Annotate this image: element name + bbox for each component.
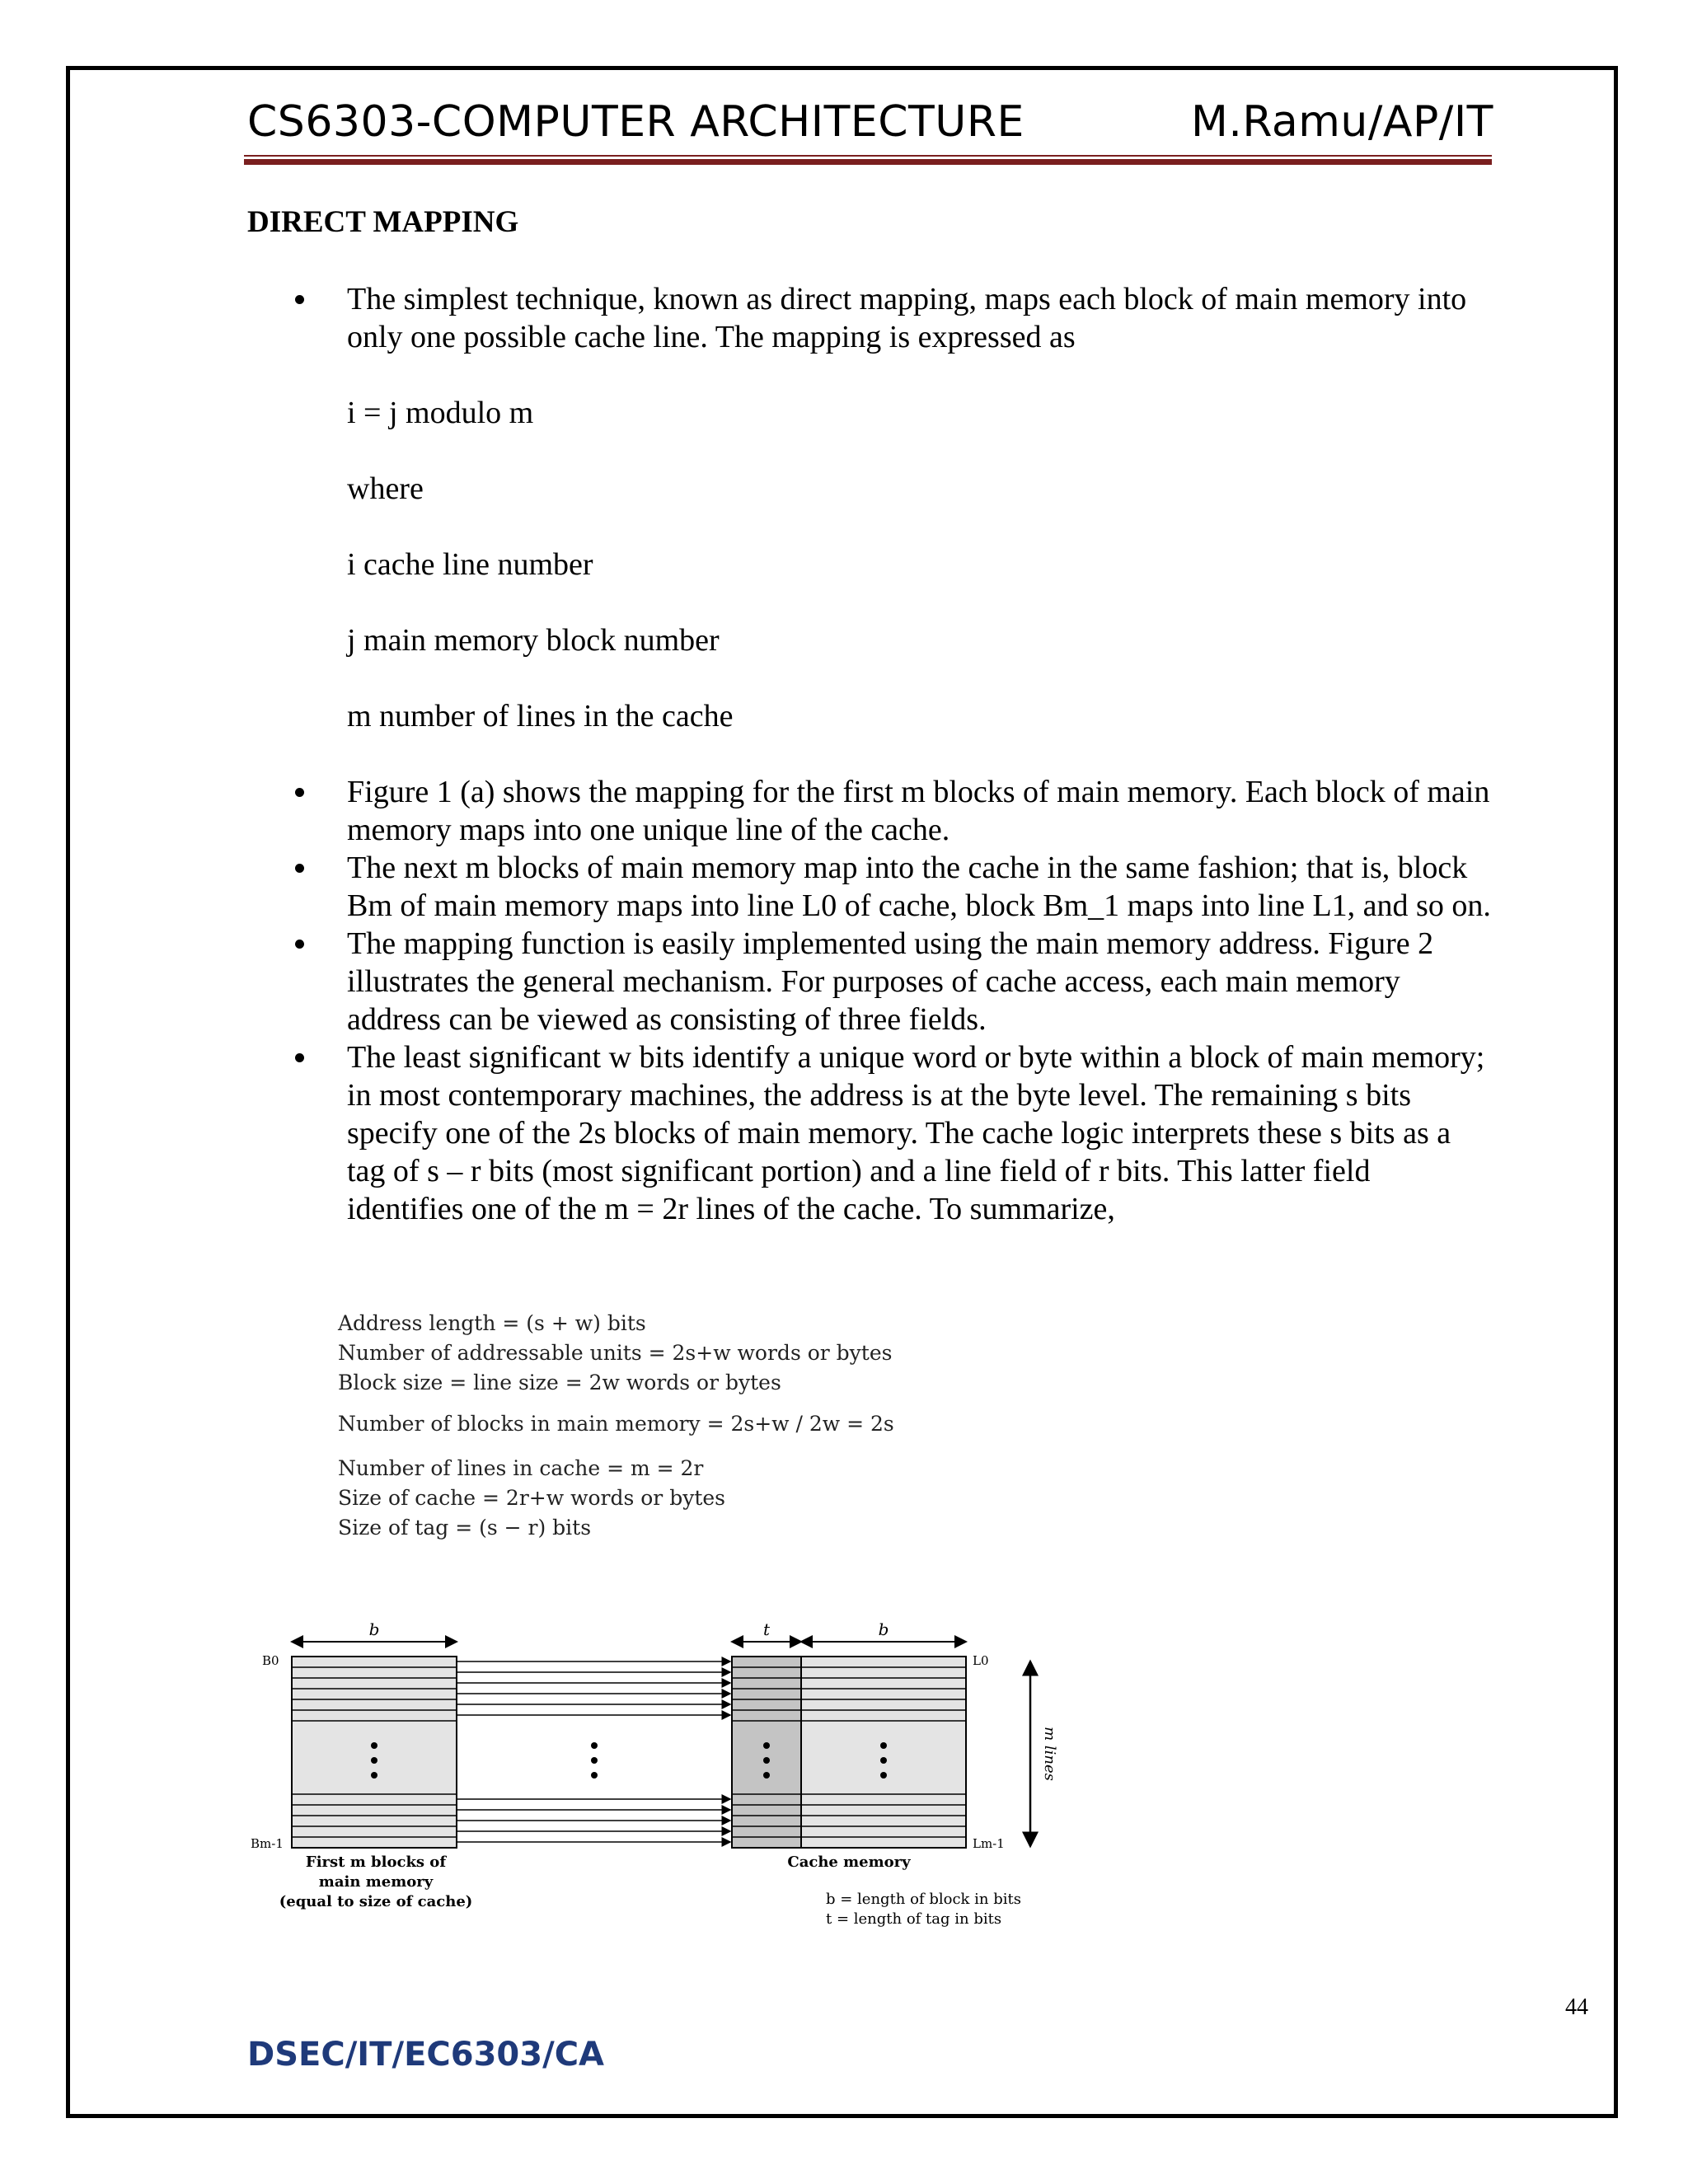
cache-tag-width-indicator	[732, 1619, 966, 1642]
tag-width-label: t	[762, 1619, 771, 1639]
last-block-label: Bm-1	[251, 1836, 284, 1851]
cache-line-column	[801, 1657, 966, 1848]
formula-line: Block size = line size = 2w words or bytes	[338, 1371, 781, 1394]
header-author: M.Ramu/AP/IT	[1191, 97, 1493, 147]
formula-line: Size of tag = (s − r) bits	[338, 1516, 592, 1540]
bullet-item	[288, 1038, 1492, 1228]
bullet-text: The least significant w bits identify a unique word or byte within a block of main memory; in most contemporary machines, the address is at the byte level. The remaining s bits specify one of the 2s blocks of main memory. The cache logic interprets these s bits as a tag of s – r bits (most significant portion) and a line field of r bits. This latter field identifies one of the m = 2r lines of the cache. To summarize,	[347, 1040, 1485, 1226]
cache-width-label: b	[878, 1619, 889, 1639]
cache-tag-column	[732, 1657, 801, 1848]
formula-line: Size of cache = 2r+w words or bytes	[338, 1486, 726, 1510]
section-title: DIRECT MAPPING	[247, 205, 519, 239]
main-memory-caption-2: main memory	[318, 1873, 434, 1891]
footer-code: DSEC/IT/EC6303/CA	[247, 2036, 605, 2074]
m-lines-label: m lines	[1041, 1727, 1058, 1781]
legend-b: b = length of block in bits	[826, 1891, 1021, 1908]
formula-line: Number of addressable units = 2s+w words or bytes	[338, 1341, 893, 1365]
bullet-item	[288, 773, 1492, 849]
bullet-item	[288, 925, 1492, 1038]
bullet-dot-icon	[295, 295, 304, 304]
mapping-formula: i = j modulo m	[347, 396, 534, 430]
bullet-dot-icon	[295, 788, 304, 797]
first-block-label: B0	[262, 1653, 279, 1668]
summary-formulas	[338, 1309, 894, 1543]
main-memory-caption-1: First m blocks of	[305, 1854, 447, 1871]
header-course: CS6303-COMPUTER ARCHITECTURE	[247, 97, 1025, 147]
cache-memory-caption: Cache memory	[787, 1854, 911, 1871]
main-memory-blocks	[292, 1657, 457, 1848]
formula-line: Number of lines in cache = m = 2r	[338, 1456, 704, 1480]
header-rule-thin	[244, 155, 1492, 157]
definition-i: i cache line number	[347, 547, 593, 582]
bullet-dot-icon	[295, 864, 304, 873]
middle-ellipsis	[591, 1742, 598, 1779]
direct-mapping-diagram	[244, 1615, 1101, 1945]
bullet-dot-icon	[295, 1053, 304, 1062]
first-line-label: L0	[973, 1653, 989, 1668]
definition-j: j main memory block number	[347, 623, 720, 658]
mapping-arrows	[457, 1661, 730, 1842]
main-memory-width-indicator	[292, 1619, 457, 1642]
main-memory-caption-3: (equal to size of cache)	[279, 1893, 473, 1910]
formula-line: Address length = (s + w) bits	[338, 1311, 646, 1335]
intro-text: The simplest technique, known as direct mapping, maps each block of main memory into only one possible cache line. The mapping is expressed as	[347, 282, 1467, 354]
where-label: where	[347, 471, 424, 506]
header-rule-thick	[244, 159, 1492, 165]
main-width-label: b	[368, 1619, 380, 1639]
bullet-intro	[288, 280, 1492, 735]
bullet-list	[288, 280, 1492, 1228]
formula-line: Number of blocks in main memory = 2s+w / 2w = 2s	[338, 1412, 894, 1436]
page-number: 44	[1565, 1994, 1588, 2020]
bullet-text: The next m blocks of main memory map into the cache in the same fashion; that is, block Bm of main memory maps into line L0 of cache, block Bm_1 maps into line L1, and so on.	[347, 851, 1491, 923]
last-line-label: Lm-1	[973, 1836, 1005, 1851]
bullet-text: Figure 1 (a) shows the mapping for the first m blocks of main memory. Each block of main memory maps into one unique line of the cache.	[347, 775, 1490, 847]
bullet-item	[288, 849, 1492, 925]
m-lines-indicator	[1030, 1661, 1058, 1846]
definition-m: m number of lines in the cache	[347, 699, 734, 733]
legend-t: t = length of tag in bits	[826, 1910, 1002, 1928]
bullet-text: The mapping function is easily implemented using the main memory address. Figure 2 illustrates the general mechanism. For purposes of cache access, each main memory address can be viewed as consisting of three fields.	[347, 926, 1434, 1037]
bullet-dot-icon	[295, 940, 304, 949]
